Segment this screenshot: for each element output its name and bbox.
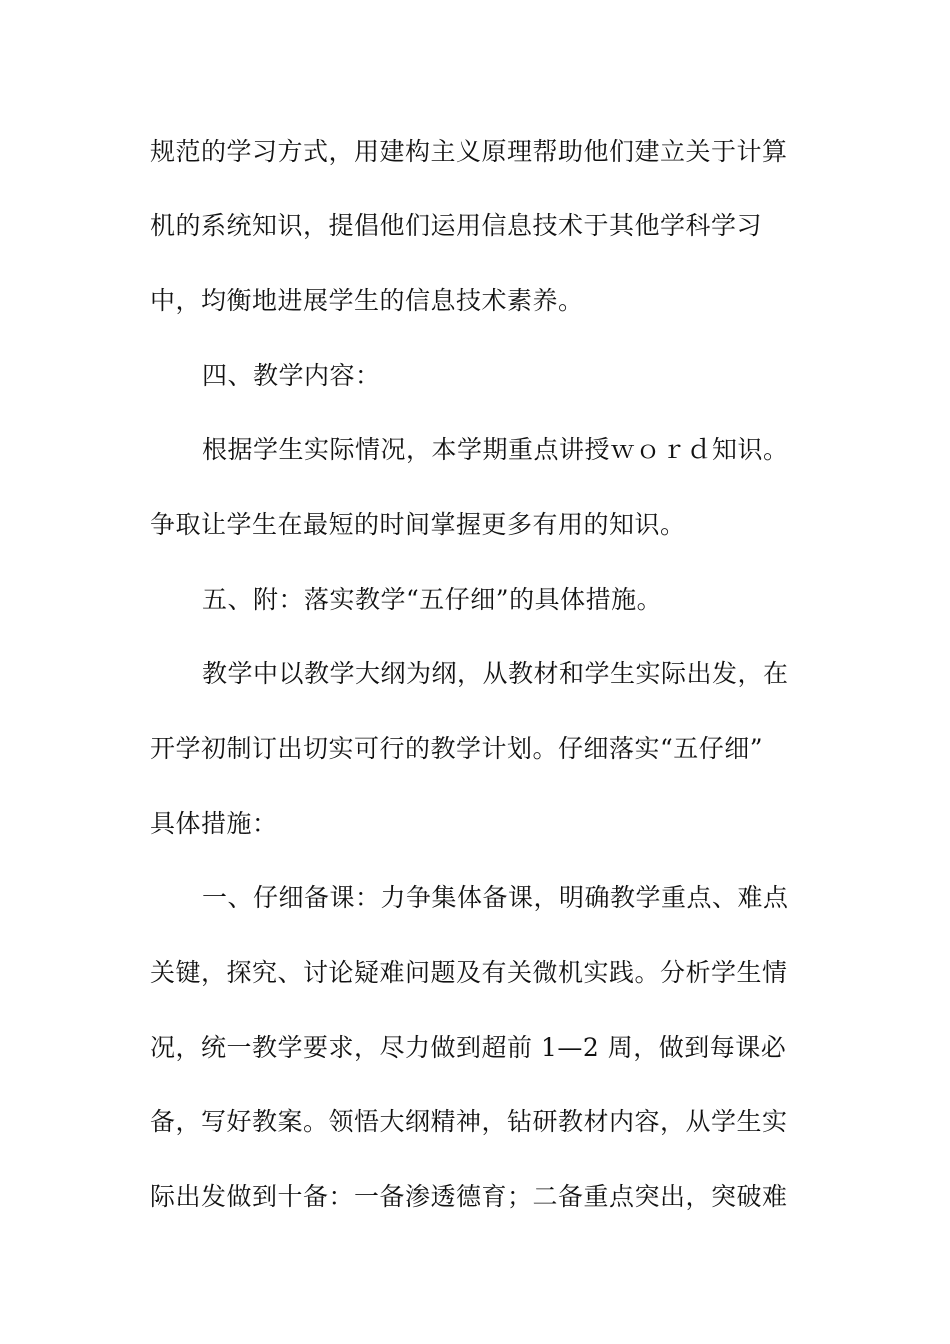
paragraph-line: 况，统一教学要求，尽力做到超前 1—2 周，做到每课必 [150,1033,787,1062]
paragraph-line: 备，写好教案。领悟大纲精神，钻研教材内容，从学生实 [150,1107,788,1136]
paragraph-line: 一、仔细备课：力争集体备课，明确教学重点、难点 [202,883,789,912]
section-heading: 五、附：落实教学“五仔细”的具体措施。 [202,585,663,614]
section-heading: 四、教学内容： [202,361,381,390]
paragraph-line: 规范的学习方式，用建构主义原理帮助他们建立关于计算 [150,137,788,166]
paragraph-line: 根据学生实际情况，本学期重点讲授ｗｏｒｄ知识。 [202,435,789,464]
paragraph-line: 中，均衡地进展学生的信息技术素养。 [150,286,584,315]
paragraph-line: 开学初制订出切实可行的教学计划。仔细落实“五仔细” [150,734,764,763]
paragraph-line: 具体措施： [150,809,278,838]
paragraph-line: 际出发做到十备：一备渗透德育；二备重点突出，突破难 [150,1182,788,1211]
paragraph-line: 争取让学生在最短的时间掌握更多有用的知识。 [150,510,686,539]
paragraph-line: 教学中以教学大纲为纲，从教材和学生实际出发，在 [202,659,789,688]
paragraph-line: 关键，探究、讨论疑难问题及有关微机实践。分析学生情 [150,958,788,987]
paragraph-line: 机的系统知识，提倡他们运用信息技术于其他学科学习 [150,211,763,240]
